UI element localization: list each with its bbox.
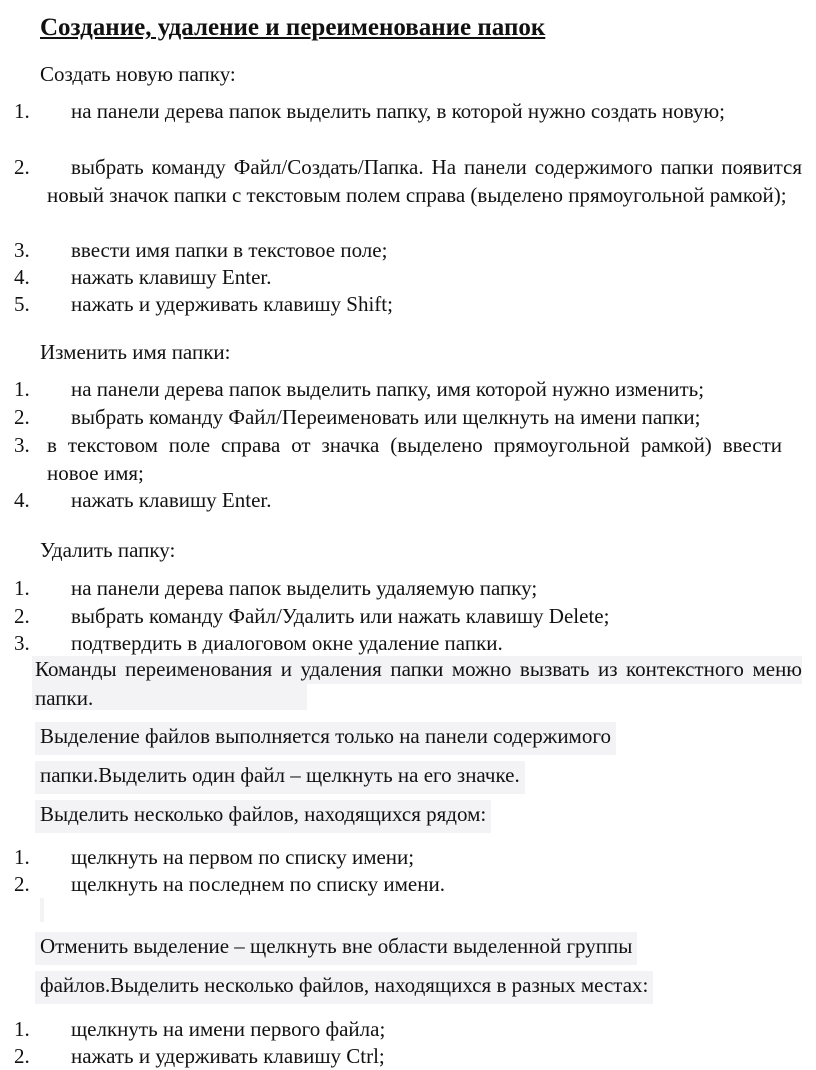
item-number: 2. [14,872,30,896]
item-text: ввести имя папки в текстовое поле; [71,238,388,262]
item-text: на панели дерева папок выделить папку, в которой нужно создать новую; [71,99,726,123]
item-number: 1. [14,845,30,869]
item-text: нажать клавишу Enter. [71,265,272,289]
context-note-text: Команды переименования и удаления папки можно вызвать из контекстного меню папки. [35,657,802,710]
selection-line-1: Выделение файлов выполняется только на панели содержимого [35,722,616,755]
item-text: подтвердить в диалоговом окне удаление папки. [71,631,503,655]
item-number: 1. [14,377,30,401]
adjacent-item-1 [14,843,802,871]
item-text: на панели дерева папок выделить папку, имя которой нужно изменить; [71,377,705,401]
delete-item-1 [14,574,802,602]
create-item-5 [14,290,802,318]
create-item-1 [14,97,802,125]
item-number: 5. [14,292,30,316]
item-text: щелкнуть на последнем по списку имени. [71,872,445,896]
create-item-2 [14,153,802,209]
item-number: 2. [14,155,30,179]
item-text: щелкнуть на первом по списку имени; [71,845,415,869]
document-title: Создание, удаление и переименование папок [40,14,546,41]
item-text: нажать клавишу Enter. [71,488,272,512]
item-number: 3. [14,238,30,262]
item-text: в текстовом поле справа от значка (выделено прямоугольной рамкой) ввести новое имя; [47,433,782,485]
selection-line-2: папки.Выделить один файл – щелкнуть на его значке. [35,761,525,794]
rename-item-2 [14,403,802,431]
delete-item-2 [14,602,802,630]
item-number: 1. [14,576,30,600]
cancel-line-2: файлов.Выделить несколько файлов, находящихся в разных местах: [35,971,653,1004]
item-text: нажать и удерживать клавишу Shift; [71,292,393,316]
item-text: выбрать команду Файл/Переименовать или щелкнуть на имени папки; [71,405,701,429]
create-heading: Создать новую папку: [40,62,236,86]
item-number: 3. [14,433,30,457]
item-number: 2. [14,1044,30,1068]
rename-item-3 [14,431,782,487]
item-number: 2. [14,604,30,628]
item-number: 4. [14,488,30,512]
item-number: 1. [14,1017,30,1041]
context-note-line1 [35,655,802,713]
item-number: 2. [14,405,30,429]
delete-heading: Удалить папку: [40,538,176,562]
rename-item-1 [14,375,802,403]
adjacent-item-2 [14,870,802,898]
item-text: выбрать команду Файл/Создать/Папка. На панели содержимого папки появится новый значок папки с текстовым полем справа (выделено прямоугольной рамкой); [47,155,802,207]
delete-item-3 [14,629,802,657]
adjacent-heading: Выделить несколько файлов, находящихся рядом: [35,800,491,833]
rename-heading: Изменить имя папки: [40,340,231,364]
empty-line-marker [40,898,44,922]
item-number: 1. [14,99,30,123]
item-text: нажать и удерживать клавишу Ctrl; [71,1044,385,1068]
item-number: 3. [14,631,30,655]
scattered-item-2 [14,1042,802,1070]
cancel-line-1: Отменить выделение – щелкнуть вне области выделенной группы [35,932,637,965]
create-item-3 [14,236,802,264]
item-text: на панели дерева папок выделить удаляемую папку; [71,576,538,600]
rename-item-4 [14,486,802,514]
item-number: 4. [14,265,30,289]
create-item-4 [14,263,802,291]
item-text: выбрать команду Файл/Удалить или нажать клавишу Delete; [71,604,610,628]
item-text: щелкнуть на имени первого файла; [71,1017,386,1041]
scattered-item-1 [14,1015,802,1043]
